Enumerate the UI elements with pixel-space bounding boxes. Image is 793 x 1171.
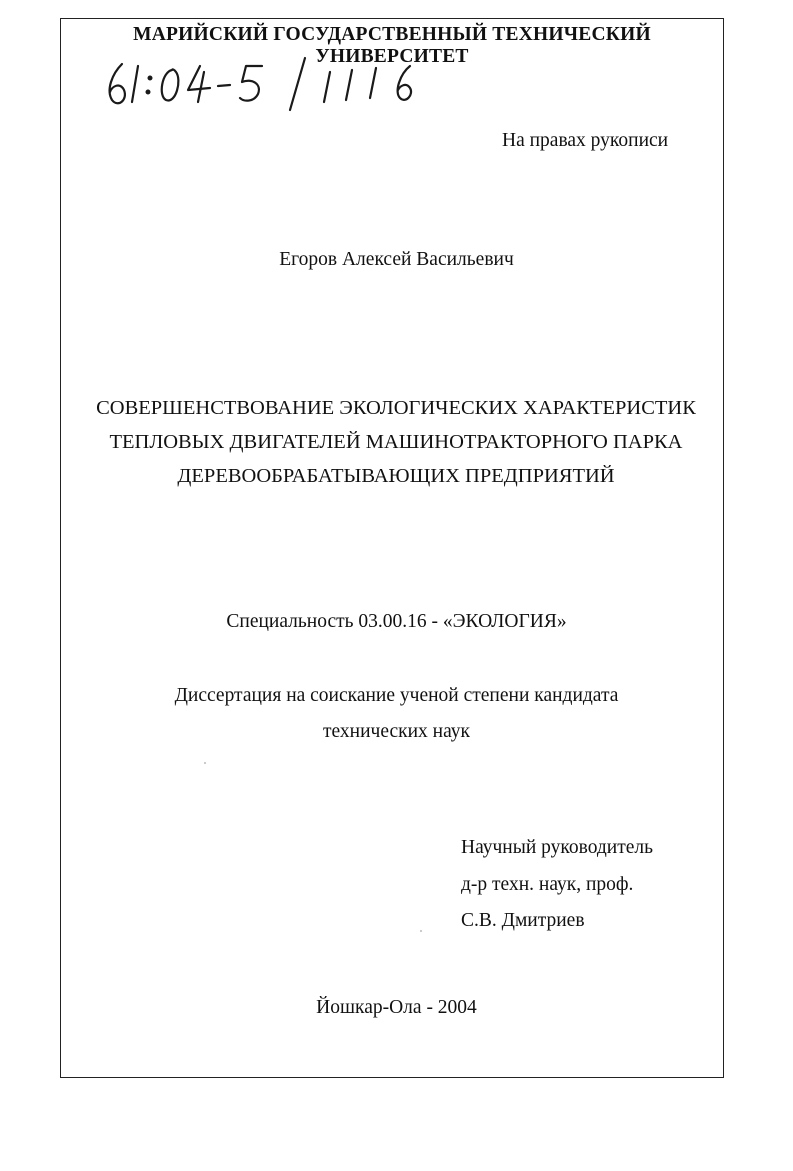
degree-statement [0,678,793,750]
supervisor-credentials: д-р техн. наук, проф. [461,873,634,895]
title-line: СОВЕРШЕНСТВОВАНИЕ ЭКОЛОГИЧЕСКИХ ХАРАКТЕРИСТИК [96,397,696,419]
title-line: ДЕРЕВООБРАБАТЫВАЮЩИХ ПРЕДПРИЯТИЙ [177,465,615,487]
supervisor-name: С.В. Дмитриев [461,910,585,931]
handwritten-code-drawing [100,52,460,112]
supervisor-role: Научный руководитель [461,837,654,858]
manuscript-rights-note: На правах рукописи [502,130,669,151]
supervisor-block [461,830,653,940]
dissertation-title [60,391,732,493]
handwritten-catalog-code [100,52,460,112]
author-name: Егоров Алексей Васильевич [279,249,514,270]
degree-line: технических наук [322,721,470,742]
university-name: МАРИЙСКИЙ ГОСУДАРСТВЕННЫЙ ТЕХНИЧЕСКИЙ УНИВЕРСИТЕТ [133,24,651,67]
scan-speck [204,762,206,764]
degree-line: Диссертация на соискание ученой степени кандидата [174,685,619,706]
title-line: ТЕПЛОВЫХ ДВИГАТЕЛЕЙ МАШИНОТРАКТОРНОГО ПАРКА [109,431,683,453]
city-year: Йошкар-Ола - 2004 [316,997,477,1018]
scan-speck [420,930,422,932]
specialty-line: Специальность 03.00.16 - «ЭКОЛОГИЯ» [226,611,567,632]
